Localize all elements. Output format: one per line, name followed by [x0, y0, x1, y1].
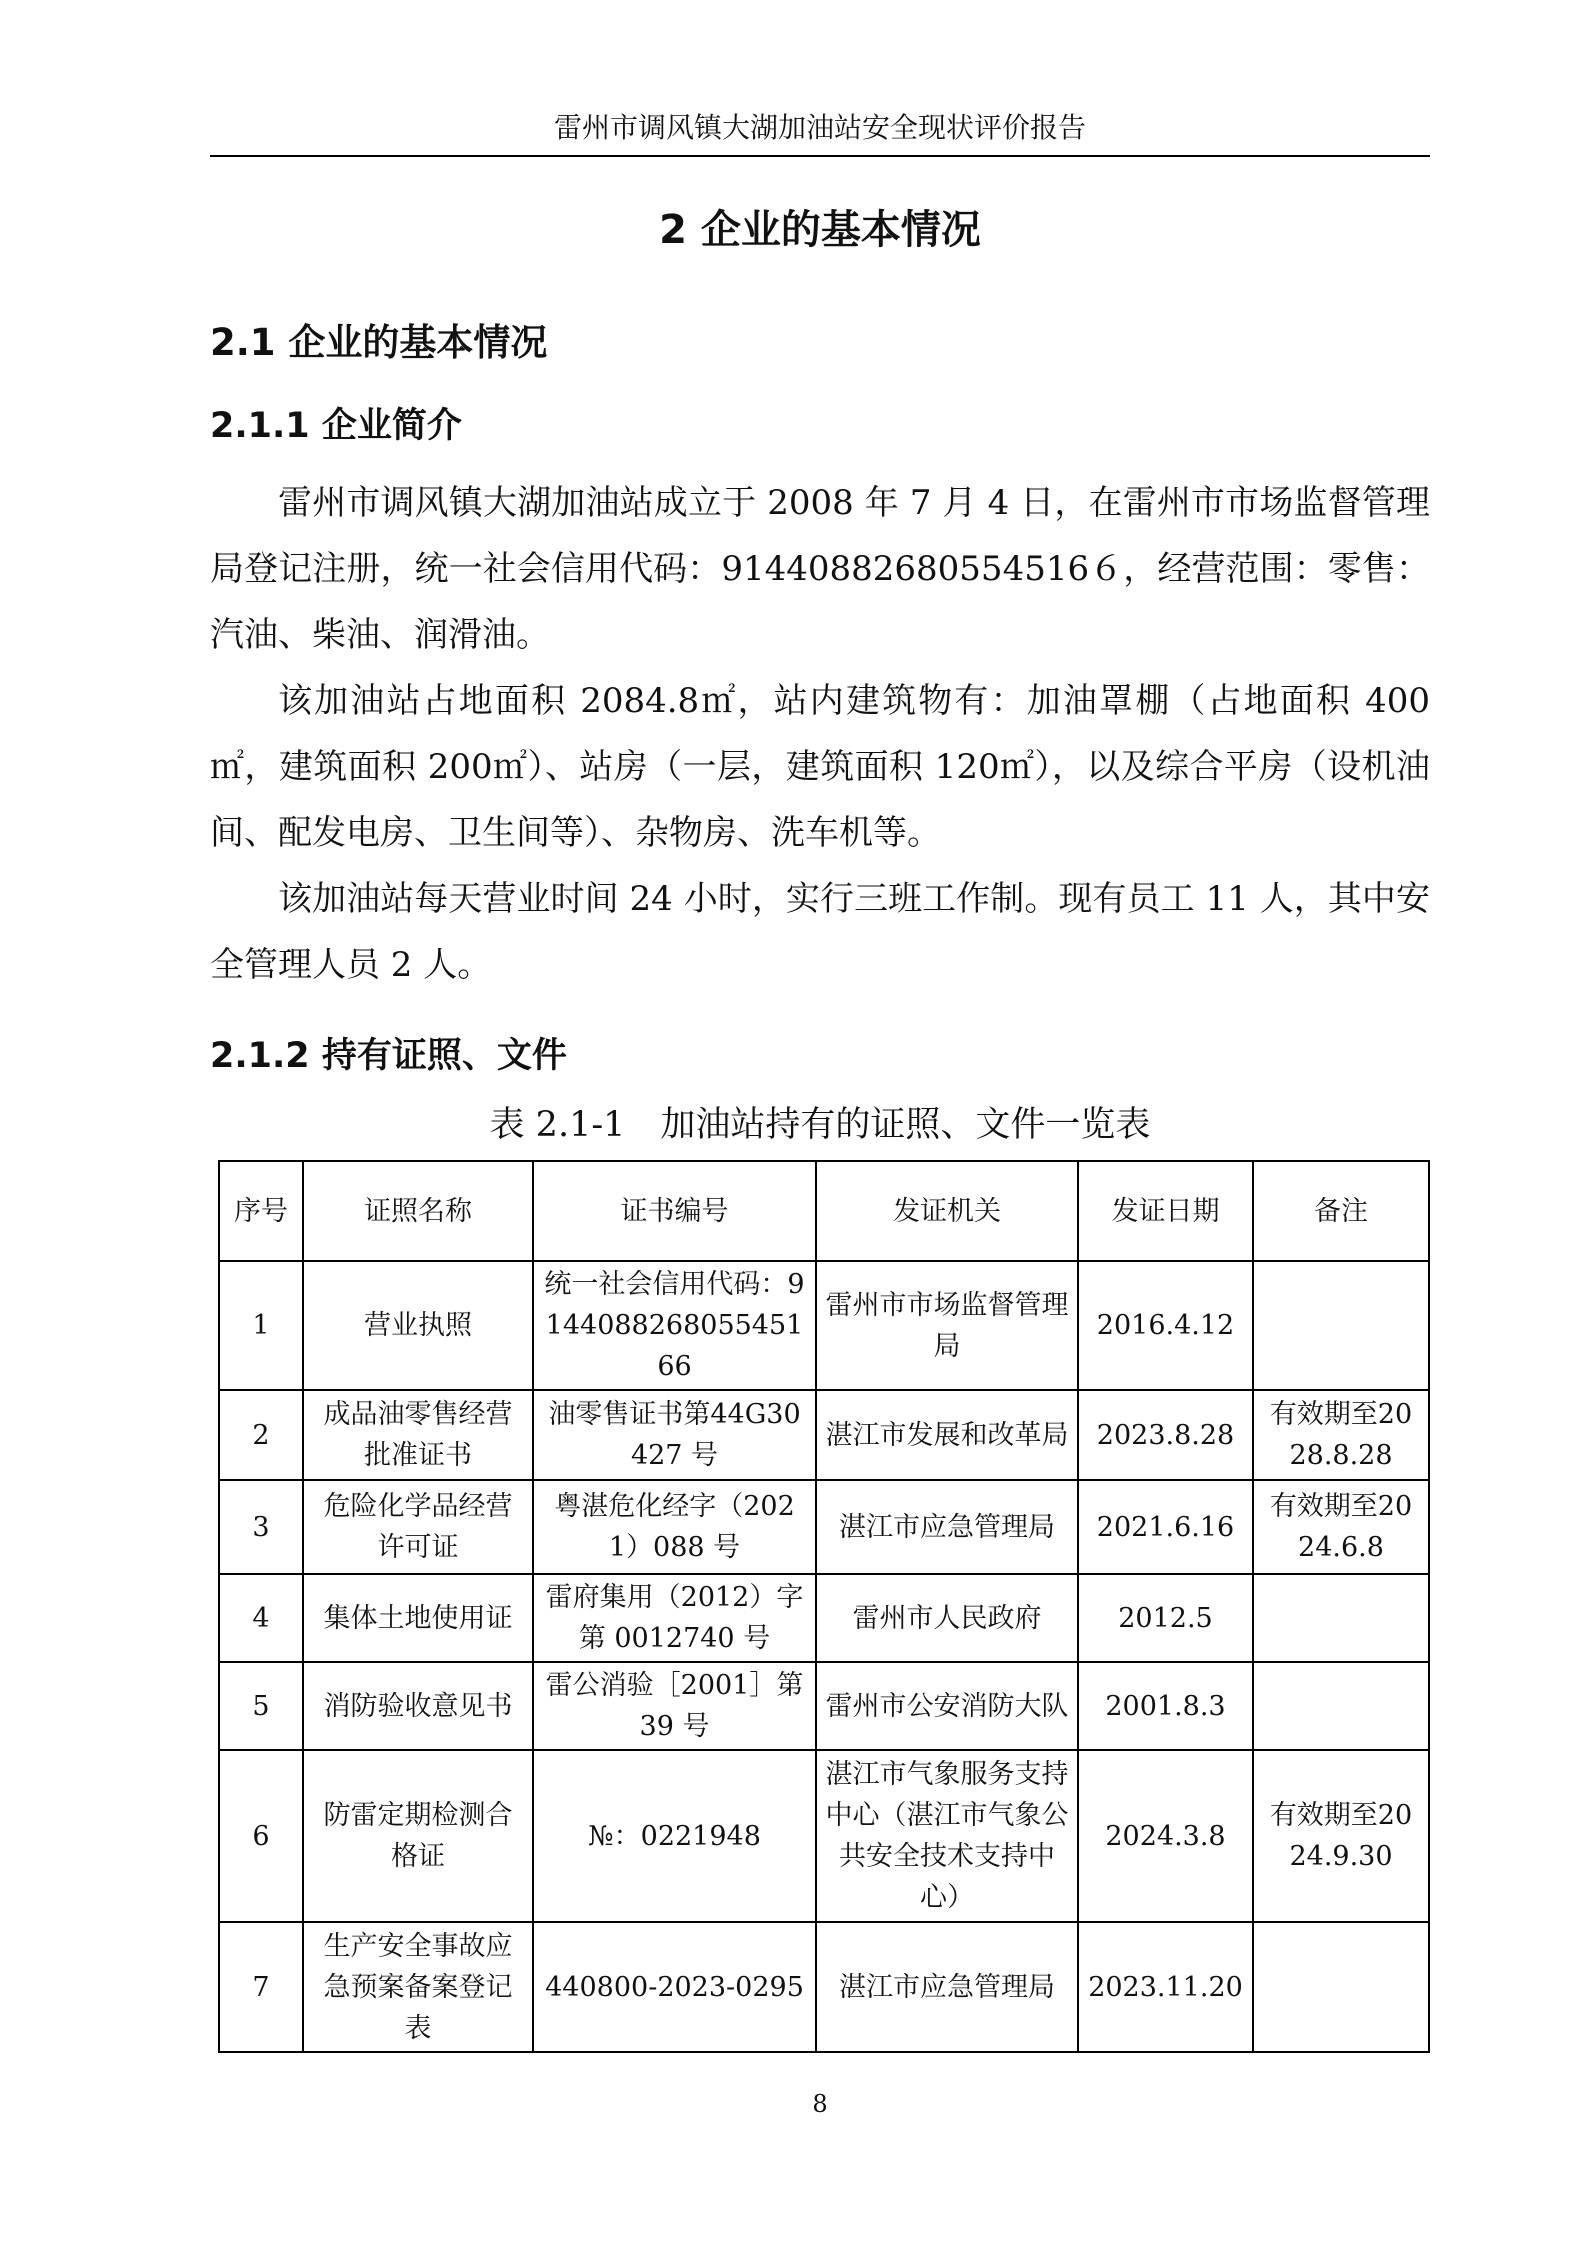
table-cell: 湛江市气象服务支持中心（湛江市气象公共安全技术支持中心） [816, 1750, 1078, 1922]
table-cell: 2023.8.28 [1078, 1390, 1253, 1480]
running-header: 雷州市调风镇大湖加油站安全现状评价报告 [553, 111, 1086, 144]
table-cell: 3 [219, 1480, 303, 1574]
paragraph-area: 该加油站占地面积 2084.8㎡，站内建筑物有：加油罩棚（占地面积 400㎡，建筑面积 200㎡）、站房（一层，建筑面积 120㎡），以及综合平房（设机油间、配发电房、卫生间等）、杂物房、洗车机等。 [210, 681, 1430, 853]
table-cell: 5 [219, 1662, 303, 1750]
chapter-title: 2 企业的基本情况 [659, 207, 981, 253]
table-row [219, 1480, 1429, 1574]
table-cell: 集体土地使用证 [303, 1574, 533, 1662]
table-header-row [219, 1161, 1429, 1261]
table-cell: 2024.3.8 [1078, 1750, 1253, 1922]
table-row [219, 1750, 1429, 1922]
table-cell: 雷州市公安消防大队 [816, 1662, 1078, 1750]
table-cell: 危险化学品经营许可证 [303, 1480, 533, 1574]
table-cell: 6 [219, 1750, 303, 1922]
certificates-table [218, 1160, 1430, 2053]
table-cell: №：0221948 [533, 1750, 816, 1922]
table-cell: 雷府集用（2012）字第 0012740 号 [533, 1574, 816, 1662]
table-row [219, 1922, 1429, 2052]
header-cell: 序号 [219, 1161, 303, 1261]
table-row [219, 1574, 1429, 1662]
table-cell: 统一社会信用代码：914408826805545166 [533, 1261, 816, 1390]
table-cell: 2 [219, 1390, 303, 1480]
header-cell: 发证日期 [1078, 1161, 1253, 1261]
table-cell: 粤湛危化经字（2021）088 号 [533, 1480, 816, 1574]
table-cell: 湛江市应急管理局 [816, 1480, 1078, 1574]
table-row [219, 1261, 1429, 1390]
table-cell: 1 [219, 1261, 303, 1390]
header-rule [210, 155, 1430, 157]
table-cell: 2021.6.16 [1078, 1480, 1253, 1574]
table-cell: 2012.5 [1078, 1574, 1253, 1662]
table-cell: 生产安全事故应急预案备案登记表 [303, 1922, 533, 2052]
table-cell: 雷州市人民政府 [816, 1574, 1078, 1662]
table-cell: 2016.4.12 [1078, 1261, 1253, 1390]
header-cell: 证照名称 [303, 1161, 533, 1261]
table-cell [1253, 1261, 1429, 1390]
table-caption: 表 2.1-1 加油站持有的证照、文件一览表 [489, 1105, 1151, 1145]
table-cell [1253, 1922, 1429, 2052]
page-number: 8 [812, 2090, 828, 2118]
paragraph-intro: 雷州市调风镇大湖加油站成立于 2008 年 7 月 4 日，在雷州市市场监督管理局登记注册，统一社会信用代码：91440882680554516６，经营范围：零售：汽油、柴油、润滑油。 [210, 483, 1430, 655]
table-cell: 雷公消验［2001］第39 号 [533, 1662, 816, 1750]
table-cell: 雷州市市场监督管理局 [816, 1261, 1078, 1390]
table-cell: 湛江市发展和改革局 [816, 1390, 1078, 1480]
table-cell: 油零售证书第44G30427 号 [533, 1390, 816, 1480]
table-cell: 2001.8.3 [1078, 1662, 1253, 1750]
table-cell: 440800-2023-0295 [533, 1922, 816, 2052]
table-cell: 成品油零售经营批准证书 [303, 1390, 533, 1480]
table-cell: 有效期至2024.9.30 [1253, 1750, 1429, 1922]
table-row [219, 1390, 1429, 1480]
table-cell [1253, 1574, 1429, 1662]
table-cell: 消防验收意见书 [303, 1662, 533, 1750]
table-cell: 湛江市应急管理局 [816, 1922, 1078, 2052]
table-cell: 4 [219, 1574, 303, 1662]
table-cell: 7 [219, 1922, 303, 2052]
table-cell: 有效期至2024.6.8 [1253, 1480, 1429, 1574]
table-cell [1253, 1662, 1429, 1750]
header-cell: 发证机关 [816, 1161, 1078, 1261]
table-cell: 2023.11.20 [1078, 1922, 1253, 2052]
header-cell: 证书编号 [533, 1161, 816, 1261]
section-2-1-2-heading: 2.1.2 持有证照、文件 [210, 1036, 567, 1076]
table-cell: 防雷定期检测合格证 [303, 1750, 533, 1922]
table-row [219, 1662, 1429, 1750]
header-cell: 备注 [1253, 1161, 1429, 1261]
table-cell: 营业执照 [303, 1261, 533, 1390]
table-cell: 有效期至2028.8.28 [1253, 1390, 1429, 1480]
section-2-1-heading: 2.1 企业的基本情况 [210, 321, 548, 364]
paragraph-staff: 该加油站每天营业时间 24 小时，实行三班工作制。现有员工 11 人，其中安全管理人员 2 人。 [210, 879, 1430, 985]
section-2-1-1-heading: 2.1.1 企业简介 [210, 406, 462, 446]
